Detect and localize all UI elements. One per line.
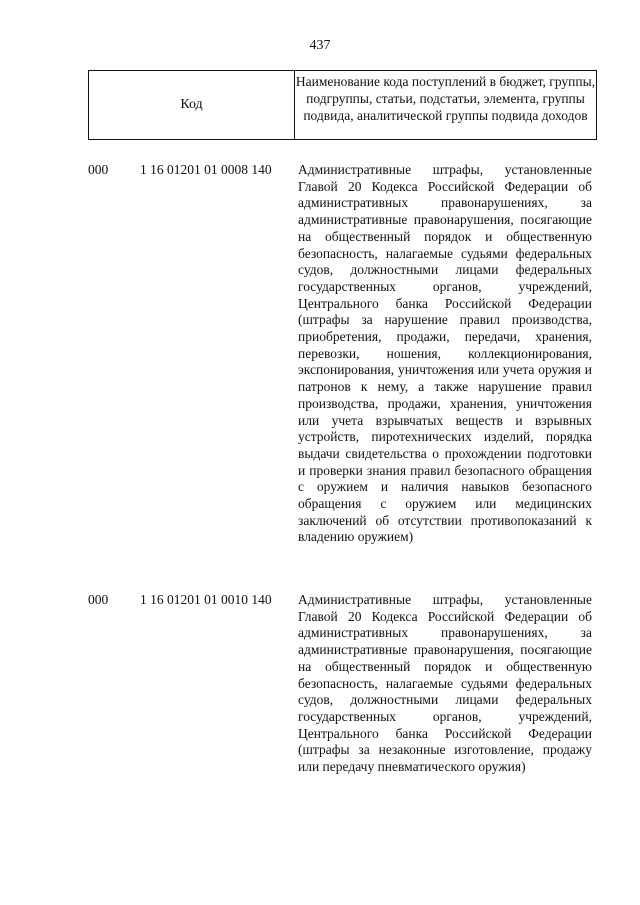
table-header	[88, 70, 597, 140]
header-code-label: Код	[89, 71, 295, 139]
admin-code: 000	[88, 592, 109, 607]
kbk-code: 1 16 01201 01 0010 140	[140, 592, 272, 607]
entry-description: Административные штрафы, установленные Главой 20 Кодекса Российской Федерации об административных правонарушениях, за административные правонарушения, посягающие на общественный порядок и общественную безопасность, налагаемые судьями федеральных судов, должностными лицами федеральных государственных органов, учреждений, Центрального банка Российской Федерации (штрафы за незаконные изготовление, продажу или передачу пневматического оружия)	[298, 592, 592, 775]
header-name-label: Наименование кода поступлений в бюджет, группы, подгруппы, статьи, подстатьи, элемента, группы подвида, аналитической группы подвида доходов	[295, 74, 596, 123]
kbk-code: 1 16 01201 01 0008 140	[140, 162, 272, 177]
admin-code: 000	[88, 162, 109, 177]
page-number: 437	[309, 38, 331, 53]
entry-description: Административные штрафы, установленные Главой 20 Кодекса Российской Федерации об административных правонарушениях, за административные правонарушения, посягающие на общественный порядок и общественную безопасность, налагаемые судьями федеральных судов, должностными лицами федеральных государственных органов, учреждений, Центрального банка Российской Федерации (штрафы за нарушение правил производства, приобретения, продажи, передачи, хранения, перевозки, ношения, коллекционирования, экспонирования, уничтожения или учета оружия и патронов к нему, а также нарушение правил производства, продажи, хранения, уничтожения или учета взрывчатых веществ и взрывных устройств, пиротехнических изделий, порядка выдачи свидетельства о прохождении подготовки и проверки знания правил безопасного обращения с оружием и наличия навыков безопасного обращения с оружием или медицинских заключений об отсутствии противопоказаний к владению оружием)	[298, 162, 592, 545]
